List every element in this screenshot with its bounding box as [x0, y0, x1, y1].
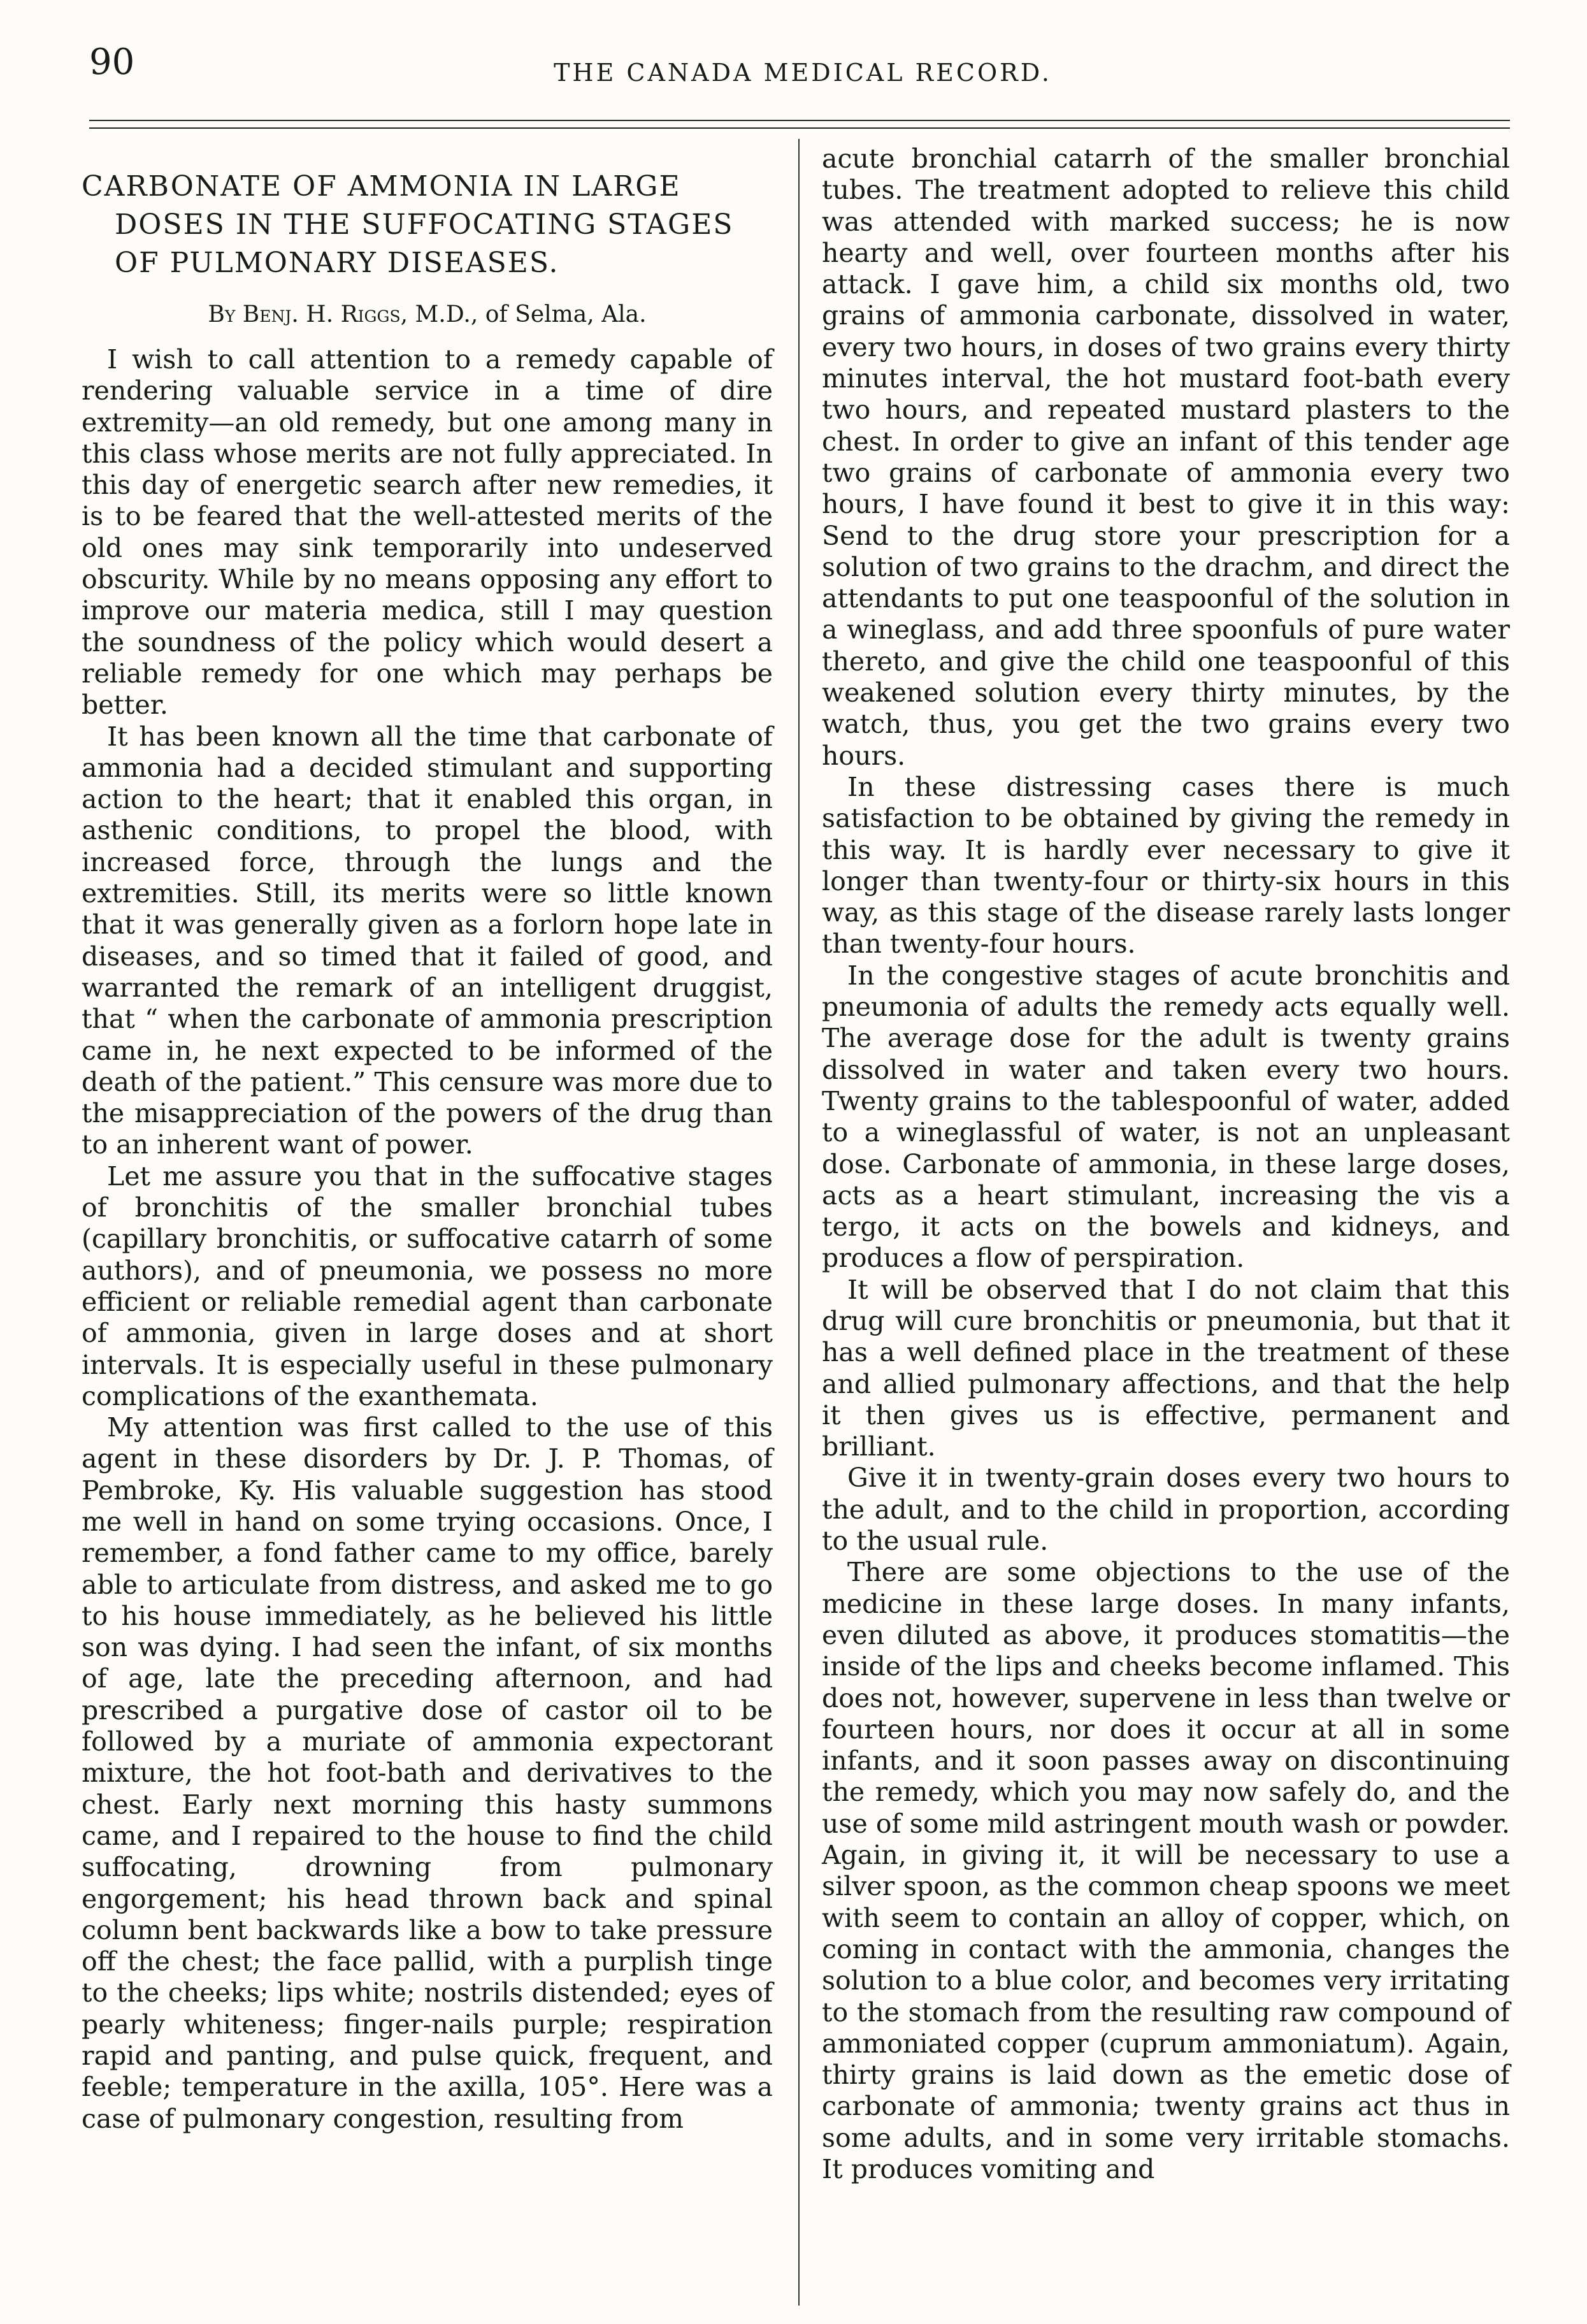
paragraph: It will be observed that I do not claim that this drug will cure bronchitis or pneumonia, but that it has a well defined place in the treatment of these and allied pulmonary affections, and that the help it then gives us is effective, permanent and brilliant.: [822, 1274, 1510, 1462]
byline-location: of Selma, Ala.: [485, 301, 647, 328]
page-number: 90: [89, 41, 135, 83]
paragraph: In the congestive stages of acute bronchitis and pneumonia of adults the remedy acts equally well. The average dose for the adult is twenty grains dissolved in water and taken every two hours. Twenty grains to the tablespoonful of water, added to a wineglassful of water, is not an unpleasant dose. Carbonate of ammonia, in these large doses, acts as a heart stimulant, increasing the vis a tergo, it acts on the bowels and kidneys, and produces a flow of perspiration.: [822, 960, 1510, 1274]
paragraph: In these distressing cases there is much satisfaction to be obtained by giving the remedy in this way. It is hardly ever necessary to give it longer than twenty-four or thirty-six hours in this way, as this stage of the disease rarely lasts longer than twenty-four hours.: [822, 771, 1510, 960]
paragraph: There are some objections to the use of the medicine in these large doses. In many infants, even diluted as above, it produces stomatitis—the inside of the lips and cheeks become inflamed. This does not, however, supervene in less than twelve or fourteen hours, nor does it occur at all in some infants, and it soon passes away on discontinuing the remedy, which you may now safely do, and the use of some mild astringent mouth wash or powder. Again, in giving it, it will be necessary to use a silver spoon, as the common cheap spoons we meet with seem to contain an alloy of copper, which, on coming in contact with the ammonia, changes the solution to a blue color, and becomes very irritating to the stomach from the resulting raw compound of ammoniated copper (cuprum ammoniatum). Again, thirty grains is laid down as the emetic dose of carbonate of ammonia; twenty grains act thus in some adults, and in some very irritable stomachs. It produces vomiting and: [822, 1557, 1510, 2184]
paragraph: I wish to call attention to a remedy capable of rendering valuable service in a time of dire extremity—an old remedy, but one among many in this class whose merits are not fully appreciated. In this day of energetic search after new remedies, it is to be feared that the well-attested merits of the old ones may sink temporarily into undeserved obscurity. While by no means opposing any effort to improve our materia medica, still I may question the soundness of the policy which would desert a reliable remedy for one which may perhaps be better.: [82, 344, 773, 721]
header-rule: [89, 120, 1510, 121]
right-column: [822, 143, 1510, 2185]
column-divider: [798, 139, 800, 2306]
paragraph: acute bronchial catarrh of the smaller bronchial tubes. The treatment adopted to relieve this child was attended with marked success; he is now hearty and well, over fourteen months after his attack. I gave him, a child six months old, two grains of ammonia carbonate, dissolved in water, every two hours, in doses of two grains every thirty minutes interval, the hot mustard foot-bath every two hours, and repeated mustard plasters to the chest. In order to give an infant of this tender age two grains of carbonate of ammonia every two hours, I have found it best to give it in this way: Send to the drug store your prescription for a solution of two grains to the drachm, and direct the attendants to put one teaspoonful of the solution in a wineglass, and add three spoonfuls of pure water thereto, and give the child one teaspoonful of this weakened solution every thirty minutes, by the watch, thus, you get the two grains every two hours.: [822, 143, 1510, 771]
article-title: CARBONATE OF AMMONIA IN LARGE DOSES IN THE SUFFOCATING STAGES OF PULMONARY DISEASES.: [82, 170, 734, 279]
page-header: [89, 41, 1516, 115]
running-title: THE CANADA MEDICAL RECORD.: [554, 59, 1052, 87]
paragraph: Give it in twenty-grain doses every two hours to the adult, and to the child in proportion, according to the usual rule.: [822, 1462, 1510, 1557]
paragraph: My attention was first called to the use of this agent in these disorders by Dr. J. P. Thomas, of Pembroke, Ky. His valuable suggestion has stood me well in hand on some trying occasions. Once, I remember, a fond father came to my office, barely able to articulate from distress, and asked me to go to his house immediately, as he believed his little son was dying. I had seen the infant, of six months of age, late the preceding afternoon, and had prescribed a purgative dose of castor oil to be followed by a muriate of ammonia expectorant mixture, the hot foot-bath and derivatives to the chest. Early next morning this hasty summons came, and I repaired to the house to find the child suffocating, drowning from pulmonary engorgement; his head thrown back and spinal column bent backwards like a bow to take pressure off the chest; the face pallid, with a purplish tinge to the cheeks; lips white; nostrils distended; eyes of pearly whiteness; finger-nails purple; respiration rapid and panting, and pulse quick, frequent, and feeble; temperature in the axilla, 105°. Here was a case of pulmonary congestion, resulting from: [82, 1412, 773, 2134]
paragraph: It has been known all the time that carbonate of ammonia had a decided stimulant and supporting action to the heart; that it enabled this organ, in asthenic conditions, to propel the blood, with increased force, through the lungs and the extremities. Still, its merits were so little known that it was generally given as a forlorn hope late in diseases, and so timed that it failed of good, and warranted the remark of an intelligent druggist, that “ when the carbonate of ammonia prescription came in, he next expected to be informed of the death of the patient.” This censure was more due to the misappreciation of the powers of the drug than to an inherent want of power.: [82, 721, 773, 1160]
header-rule: [89, 127, 1510, 129]
byline: [82, 301, 773, 328]
left-column: [82, 143, 773, 2135]
paragraph: Let me assure you that in the suffocative stages of bronchitis of the smaller bronchial tubes (capillary bronchitis, or suffocative catarrh of some authors), and of pneumonia, we possess no more efficient or reliable remedial agent than carbonate of ammonia, given in large doses and at short intervals. It is especially useful in these pulmonary complications of the exanthemata.: [82, 1160, 773, 1411]
byline-author: By Benj. H. Riggs, M.D.,: [208, 301, 478, 328]
